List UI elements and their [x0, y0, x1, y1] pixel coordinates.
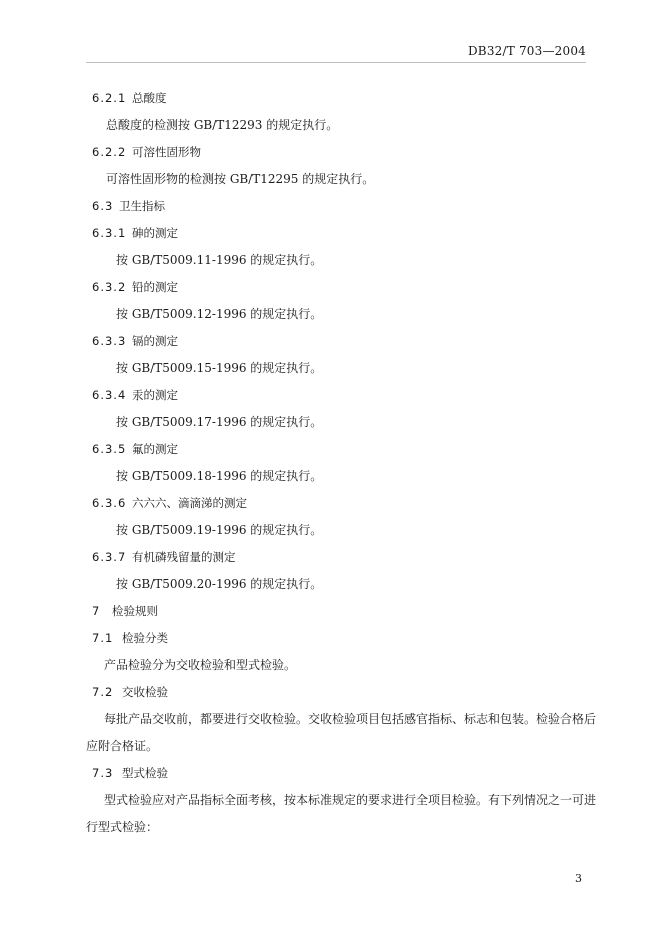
section-number: 7.1: [92, 631, 114, 645]
section-title: 型式检验: [122, 766, 168, 780]
section-title: 砷的测定: [132, 226, 178, 240]
section-title: 卫生指标: [119, 199, 165, 213]
paragraph: 按 GB/T5009.15-1996 的规定执行。: [116, 361, 323, 375]
section-title: 检验规则: [112, 604, 158, 618]
paragraph: 总酸度的检测按 GB/T12293 的规定执行。: [106, 118, 339, 132]
section-heading-6-3-4: [92, 387, 178, 403]
section-heading-6-3-7: [92, 549, 236, 565]
section-number: 7: [92, 604, 101, 618]
page-number: 3: [575, 872, 582, 885]
section-heading-6-3-3: [92, 333, 178, 349]
section-number: 6.3.2: [92, 280, 127, 294]
section-number: 6.3.1: [92, 226, 127, 240]
section-number: 6.3.3: [92, 334, 127, 348]
paragraph: 按 GB/T5009.20-1996 的规定执行。: [116, 577, 323, 591]
section-title: 汞的测定: [132, 388, 178, 402]
section-number: 6.3.5: [92, 442, 127, 456]
paragraph-line: 行型式检验：: [86, 820, 159, 834]
section-number: 6.2.1: [92, 91, 127, 105]
section-heading-6-3-2: [92, 279, 178, 295]
paragraph: 按 GB/T5009.17-1996 的规定执行。: [116, 415, 323, 429]
section-title: 镉的测定: [132, 334, 178, 348]
paragraph: 可溶性固形物的检测按 GB/T12295 的规定执行。: [106, 172, 375, 186]
section-title: 总酸度: [132, 91, 167, 105]
header-divider: [86, 62, 586, 63]
section-title: 检验分类: [122, 631, 168, 645]
paragraph-line: 型式检验应对产品指标全面考核，按本标准规定的要求进行全项目检验。有下列情况之一可进: [104, 793, 597, 807]
section-heading-6-3-6: [92, 495, 247, 511]
paragraph: 按 GB/T5009.18-1996 的规定执行。: [116, 469, 323, 483]
section-number: 6.3: [92, 199, 114, 213]
paragraph: 按 GB/T5009.12-1996 的规定执行。: [116, 307, 323, 321]
section-number: 6.3.7: [92, 550, 127, 564]
paragraph: 按 GB/T5009.11-1996 的规定执行。: [116, 253, 323, 267]
paragraph: 按 GB/T5009.19-1996 的规定执行。: [116, 523, 323, 537]
section-heading-6-2-1: [92, 90, 167, 106]
section-heading-7-3: [92, 765, 168, 781]
section-title: 氟的测定: [132, 442, 178, 456]
section-heading-6-3: [92, 198, 165, 214]
section-heading-7-2: [92, 684, 168, 700]
section-heading-7-1: [92, 630, 168, 646]
section-heading-6-2-2: [92, 144, 201, 160]
section-title: 铅的测定: [132, 280, 178, 294]
section-title: 交收检验: [122, 685, 168, 699]
section-title: 六六六、滴滴涕的测定: [132, 496, 247, 510]
section-title: 有机磷残留量的测定: [132, 550, 236, 564]
standard-code: DB32/T 703—2004: [467, 44, 586, 58]
section-number: 6.3.4: [92, 388, 127, 402]
section-number: 7.3: [92, 766, 114, 780]
section-heading-6-3-5: [92, 441, 178, 457]
paragraph: 产品检验分为交收检验和型式检验。: [104, 658, 297, 672]
section-number: 6.2.2: [92, 145, 127, 159]
section-number: 6.3.6: [92, 496, 127, 510]
section-number: 7.2: [92, 685, 114, 699]
paragraph-line: 每批产品交收前，都要进行交收检验。交收检验项目包括感官指标、标志和包装。检验合格后: [104, 712, 597, 726]
section-heading-6-3-1: [92, 225, 178, 241]
section-heading-7: [92, 603, 158, 619]
paragraph-line: 应附合格证。: [86, 739, 159, 753]
section-title: 可溶性固形物: [132, 145, 201, 159]
